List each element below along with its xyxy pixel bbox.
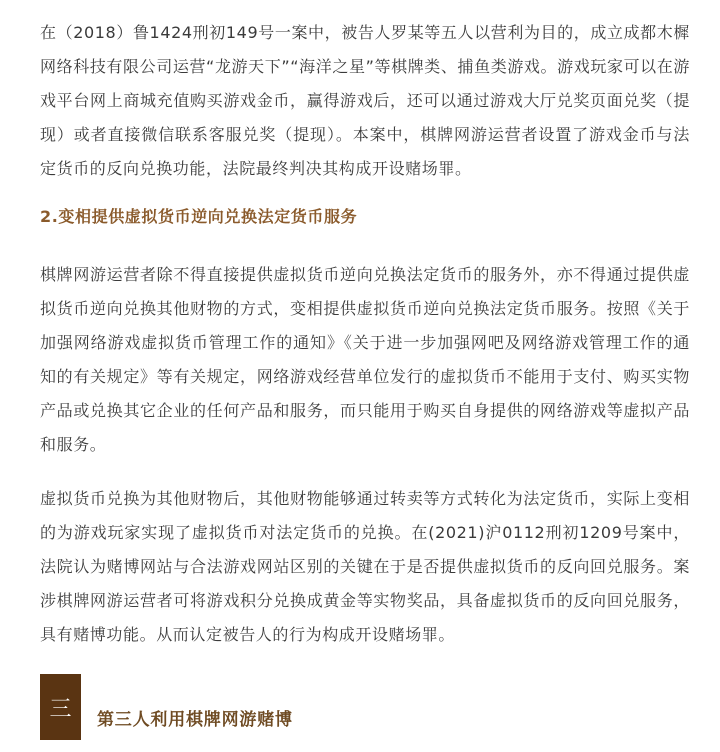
section-number-badge: 三 <box>40 674 81 740</box>
paragraph-indirect-exchange: 棋牌网游运营者除不得直接提供虚拟货币逆向兑换法定货币的服务外，亦不得通过提供虚拟货币逆向兑换其他财物的方式，变相提供虚拟货币逆向兑换法定货币服务。按照《关于加强网络游戏虚拟货币管理工作的通知》《关于进一步加强网吧及网络游戏管理工作的通知的有关规定》等有关规定，网络游戏经营单位发行的虚拟货币不能用于支付、购买实物产品或兑换其它企业的任何产品和服务，而只能用于购买自身提供的网络游戏等虚拟产品和服务。 <box>40 265 690 454</box>
article-body <box>40 16 690 644</box>
paragraph-case-2021: 虚拟货币兑换为其他财物后，其他财物能够通过转卖等方式转化为法定货币，实际上变相的为游戏玩家实现了虚拟货币对法定货币的兑换。在(2021)沪0112刑初1209号案中，法院认为赌博网站与合法游戏网站区别的关键在于是否提供虚拟货币的反向回兑服务。案涉棋牌网游运营者可将游戏积分兑换成黄金等实物奖品，具备虚拟货币的反向回兑服务，具有赌博功能。从而认定被告人的行为构成开设赌场罪。 <box>40 489 690 644</box>
section-title: 第三人利用棋牌网游赌博 <box>97 710 293 730</box>
subheading-indirect-exchange: 2.变相提供虚拟货币逆向兑换法定货币服务 <box>40 207 358 226</box>
paragraph-case-2018: 在（2018）鲁1424刑初149号一案中，被告人罗某等五人以营利为目的，成立成都木樨网络科技有限公司运营“龙游天下”“海洋之星”等棋牌类、捕鱼类游戏。游戏玩家可以在游戏平台网上商城充值购买游戏金币，赢得游戏后，还可以通过游戏大厅兑奖页面兑奖（提现）或者直接微信联系客服兑奖（提现）。本案中，棋牌网游运营者设置了游戏金币与法定货币的反向兑换功能，法院最终判决其构成开设赌场罪。 <box>40 23 690 178</box>
section-header <box>40 674 690 752</box>
